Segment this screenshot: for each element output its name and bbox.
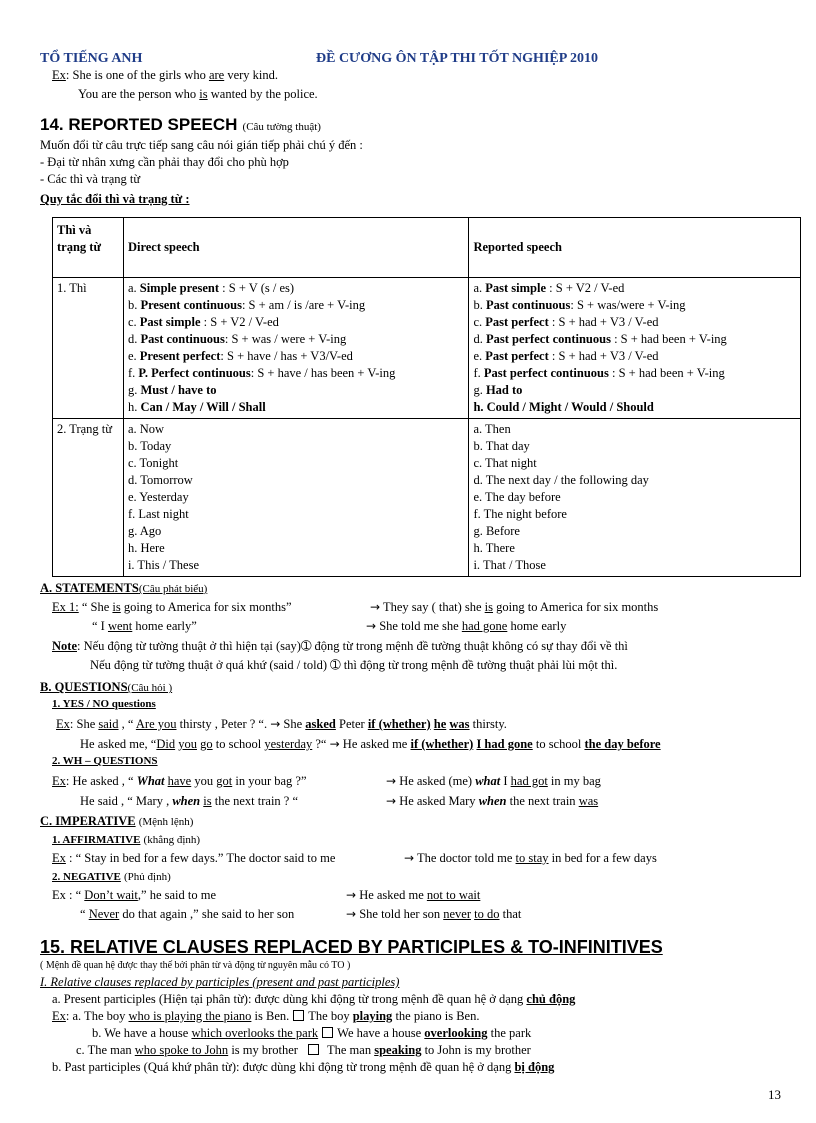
adverb-item: e. The day before: [473, 490, 561, 504]
tense-item: d. Past continuous: S + was / were + V-ing: [127, 332, 347, 346]
arrow-icon: →: [346, 907, 357, 921]
row-label-adverbs: 2. Trạng từ: [53, 419, 124, 577]
negative-example-1: Ex : “ Don’t wait,” he said to me: [52, 888, 216, 902]
affirmative-example-reported: → The doctor told me to stay in bed for a few days: [404, 851, 657, 865]
header-left: TỔ TIẾNG ANH: [40, 51, 143, 66]
statements-note-1: Note: Nếu động từ tường thuật ở thì hiện tại (say)➀ động từ trong mệnh đề tường thuật không có sự thay đổi về thì: [52, 639, 628, 653]
adverb-item: d. Tomorrow: [127, 473, 193, 487]
tense-item: h. Could / Might / Would / Should: [473, 400, 654, 414]
imperative-heading: C. IMPERATIVE (Mệnh lệnh): [40, 814, 194, 828]
arrow-icon: →: [386, 794, 397, 808]
table-row-tenses: [53, 278, 801, 419]
table-row-adverbs: [53, 419, 801, 577]
wh-example-1-reported: → He asked (me) what I had got in my bag: [386, 774, 601, 788]
arrow-icon: →: [346, 888, 357, 902]
wh-example-2: He said , “ Mary , when is the next train ? “: [80, 794, 299, 808]
adverb-item: h. Here: [127, 541, 165, 555]
wh-example-1: Ex: He asked , “ What have you got in your bag ?”: [52, 774, 307, 788]
affirmative-example: Ex : “ Stay in bed for a few days.” The doctor said to me: [52, 851, 336, 865]
tense-item: c. Past perfect : S + had + V3 / V-ed: [473, 315, 659, 329]
tense-item: b. Present continuous: S + am / is /are + V-ing: [127, 298, 366, 312]
statement-example-2: “ I went home early”: [92, 619, 197, 633]
participle-example-b: b. We have a house which overlooks the park We have a house overlooking the park: [92, 1026, 532, 1040]
adverb-item: e. Yesterday: [127, 490, 189, 504]
adverb-item: f. Last night: [127, 507, 189, 521]
section-14-point-1: - Đại từ nhân xưng cần phải thay đổi cho phù hợp: [40, 155, 289, 169]
statement-example-2-reported: → She told me she had gone home early: [366, 619, 567, 633]
statement-example-1-reported: → They say ( that) she is going to America for six months: [370, 600, 659, 614]
adverb-item: c. That night: [473, 456, 537, 470]
tense-item: h. Can / May / Will / Shall: [127, 400, 266, 414]
adverb-item: a. Then: [473, 422, 511, 436]
tense-item: g. Had to: [473, 383, 523, 397]
tense-item: a. Past simple : S + V2 / V-ed: [473, 281, 625, 295]
yes-no-example-1: Ex: She said , “ Are you thirsty , Peter ? “. → She asked Peter if (whether) he was thirsty.: [56, 717, 507, 731]
header-title: ĐỀ CƯƠNG ÔN TẬP THI TỐT NGHIỆP 2010: [316, 51, 599, 66]
page-number: 13: [768, 1087, 781, 1102]
checkbox-icon: [308, 1044, 319, 1055]
participle-example-c: c. The man who spoke to John is my brother The man speaking to John is my brother: [76, 1043, 531, 1057]
tense-item: a. Simple present : S + V (s / es): [127, 281, 295, 295]
tense-item: f. P. Perfect continuous: S + have / has been + V-ing: [127, 366, 396, 380]
adverb-item: h. There: [473, 541, 515, 555]
adverb-item: d. The next day / the following day: [473, 473, 649, 487]
tense-item: f. Past perfect continuous : S + had been + V-ing: [473, 366, 725, 380]
table-header-row: [53, 218, 801, 278]
arrow-icon: →: [270, 717, 281, 731]
negative-heading: 2. NEGATIVE (Phủ định): [52, 871, 171, 883]
wh-example-2-reported: → He asked Mary when the next train was: [386, 794, 599, 808]
section-15-heading: 15. RELATIVE CLAUSES REPLACED BY PARTICIPLES & TO-INFINITIVES: [40, 937, 663, 957]
tense-item: b. Past continuous: S + was/were + V-ing: [473, 298, 686, 312]
checkbox-icon: [293, 1010, 304, 1021]
intro-line-1: Ex: She is one of the girls who are very kind.: [52, 68, 279, 82]
statements-note-2: Nếu động từ tường thuật ở quá khứ (said / told) ➀ thì động từ trong mệnh đề tường thuật phải lùi một thì.: [90, 658, 618, 672]
negative-example-1-reported: → He asked me not to wait: [346, 888, 481, 902]
arrow-icon: →: [404, 851, 415, 865]
tense-change-table: [52, 217, 801, 577]
statement-example-1: Ex 1: “ She is going to America for six months”: [52, 600, 292, 614]
negative-example-2-reported: → She told her son never to do that: [346, 907, 522, 921]
tense-item: d. Past perfect continuous : S + had been + V-ing: [473, 332, 727, 346]
reported-adverbs-cell: [469, 419, 801, 577]
adverb-item: a. Now: [127, 422, 165, 436]
section-15-subheading: I. Relative clauses replaced by participles (present and past participles): [40, 975, 400, 989]
tense-item: e. Present perfect: S + have / has + V3/V-ed: [127, 349, 353, 363]
section-14-point-2: - Các thì và trạng từ: [40, 172, 141, 186]
arrow-icon: →: [366, 619, 377, 633]
arrow-icon: →: [386, 774, 397, 788]
arrow-icon: →: [329, 737, 340, 751]
section-14-intro: Muốn đổi từ câu trực tiếp sang câu nói gián tiếp phải chú ý đến :: [40, 138, 363, 152]
adverb-item: b. That day: [473, 439, 530, 453]
section-15-subtitle: ( Mệnh đề quan hệ được thay thế bởi phân từ và động từ nguyên mẫu có TO ): [40, 960, 351, 971]
rule-heading: Quy tắc đổi thì và trạng từ :: [40, 192, 190, 206]
adverb-item: b. Today: [127, 439, 172, 453]
tense-item: e. Past perfect : S + had + V3 / V-ed: [473, 349, 659, 363]
section-14-heading: 14. REPORTED SPEECH (Câu tường thuật): [40, 115, 321, 134]
header-cell-direct: Direct speech: [123, 218, 469, 278]
yes-no-example-2: He asked me, “Did you go to school yesterday ?“ → He asked me if (whether) I had gone to school the day before: [80, 737, 661, 751]
participle-example-a: Ex: a. The boy who is playing the piano is Ben. The boy playing the piano is Ben.: [52, 1009, 480, 1023]
header-cell-reported: Reported speech: [469, 218, 801, 278]
row-label-tenses: 1. Thì: [53, 278, 124, 419]
adverb-item: g. Before: [473, 524, 520, 538]
negative-example-2: “ Never do that again ,” she said to her son: [80, 907, 295, 921]
reported-tenses-cell: [469, 278, 801, 419]
wh-questions-heading: 2. WH – QUESTIONS: [52, 755, 158, 767]
yes-no-heading: 1. YES / NO questions: [52, 698, 156, 710]
header-cell-label: Thì và trạng từ: [53, 218, 124, 278]
direct-adverbs-cell: [123, 419, 469, 577]
adverb-item: i. This / These: [127, 558, 200, 572]
intro-line-2: You are the person who is wanted by the police.: [78, 87, 318, 101]
adverb-item: c. Tonight: [127, 456, 179, 470]
statements-heading: A. STATEMENTS(Câu phát biểu): [40, 581, 208, 595]
adverb-item: f. The night before: [473, 507, 567, 521]
checkbox-icon: [322, 1027, 333, 1038]
questions-heading: B. QUESTIONS(Câu hỏi ): [40, 680, 173, 694]
past-participles-rule: b. Past participles (Quá khứ phân từ): được dùng khi động từ trong mệnh đề quan hệ ở dạng bị động: [52, 1060, 555, 1074]
arrow-icon: →: [370, 600, 381, 614]
affirmative-heading: 1. AFFIRMATIVE (khẳng định): [52, 834, 201, 846]
adverb-item: i. That / Those: [473, 558, 546, 572]
present-participles-rule: a. Present participles (Hiện tại phân từ): được dùng khi động từ trong mệnh đề quan hệ ở dạng chủ động: [52, 992, 576, 1006]
direct-tenses-cell: [123, 278, 469, 419]
adverb-item: g. Ago: [127, 524, 162, 538]
tense-item: g. Must / have to: [127, 383, 217, 397]
tense-item: c. Past simple : S + V2 / V-ed: [127, 315, 279, 329]
